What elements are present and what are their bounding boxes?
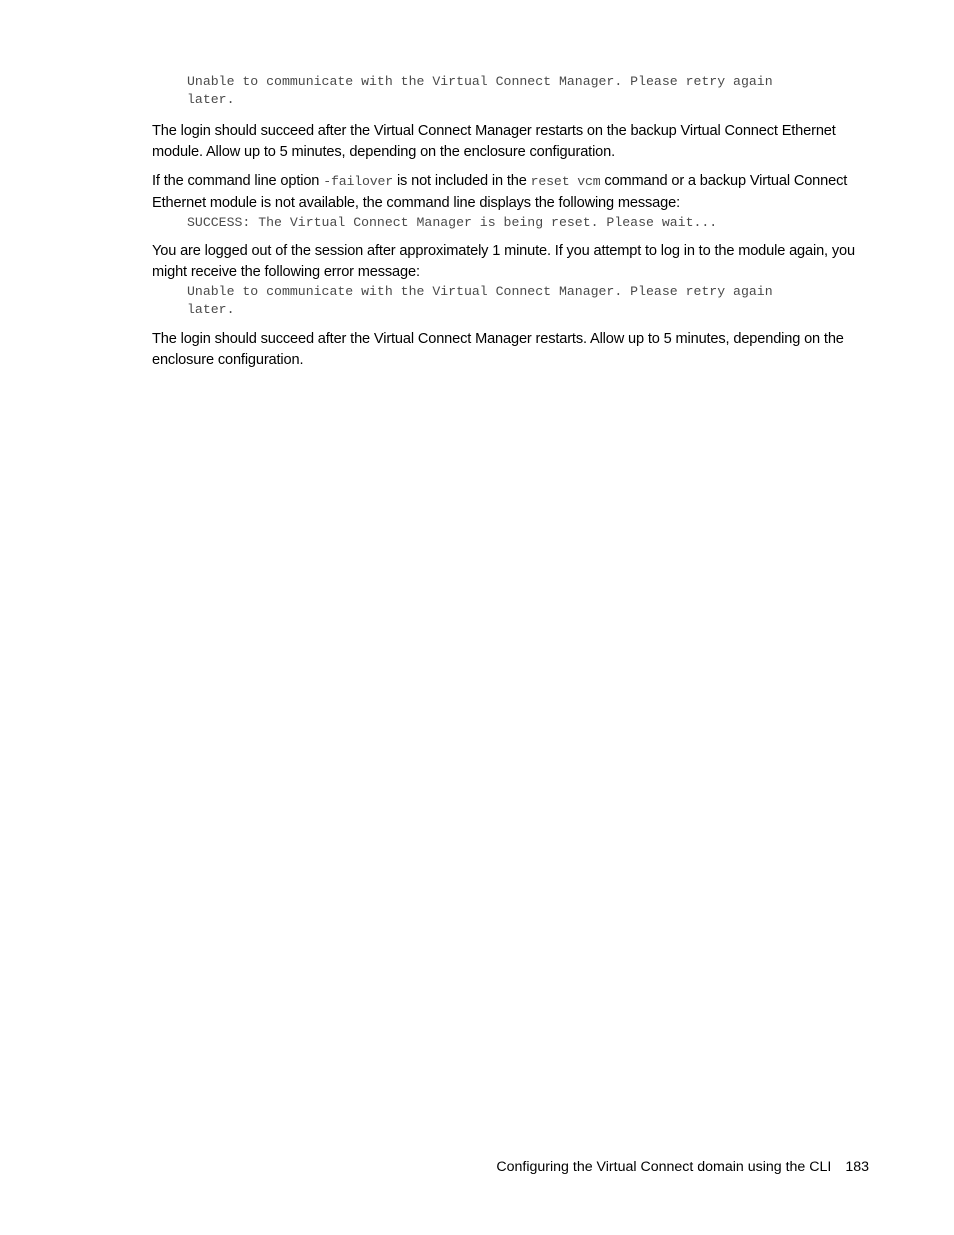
page-number: 183 [845, 1159, 869, 1175]
login-backup-paragraph: The login should succeed after the Virtual Connect Manager restarts on the backup Virtual Connect Ethernet module. Allow up to 5 minutes, depending on the enclosure configuration. [152, 123, 836, 160]
code-line: Unable to communicate with the Virtual Connect Manager. Please retry again [187, 74, 773, 89]
code-line: later. [187, 302, 235, 317]
success-message-code-block [187, 214, 872, 232]
logged-out-paragraph: You are logged out of the session after approximately 1 minute. If you attempt to log in to the module again, you might receive the following error message: [152, 243, 855, 280]
page-footer [496, 1158, 869, 1176]
login-restart-paragraph: The login should succeed after the Virtual Connect Manager restarts. Allow up to 5 minutes, depending on the enclosure configuration. [152, 331, 844, 368]
error-message-code-block [187, 73, 872, 109]
code-line: Unable to communicate with the Virtual Connect Manager. Please retry again [187, 284, 773, 299]
failover-option-code: -failover [323, 174, 394, 189]
code-line: SUCCESS: The Virtual Connect Manager is being reset. Please wait... [187, 215, 718, 230]
text-run: If the command line option [152, 173, 324, 189]
reset-vcm-command-code: reset vcm [530, 174, 601, 189]
text-run: is not included in the [393, 173, 531, 189]
document-body [152, 72, 872, 370]
failover-option-paragraph [152, 171, 872, 213]
text-run: command or a backup Virtual Connect Ethernet module is not available, the command line displays the following message: [152, 173, 848, 211]
error-message-code-block [187, 283, 872, 319]
code-line: later. [187, 92, 235, 107]
footer-section-title: Configuring the Virtual Connect domain using the CLI [496, 1159, 832, 1175]
